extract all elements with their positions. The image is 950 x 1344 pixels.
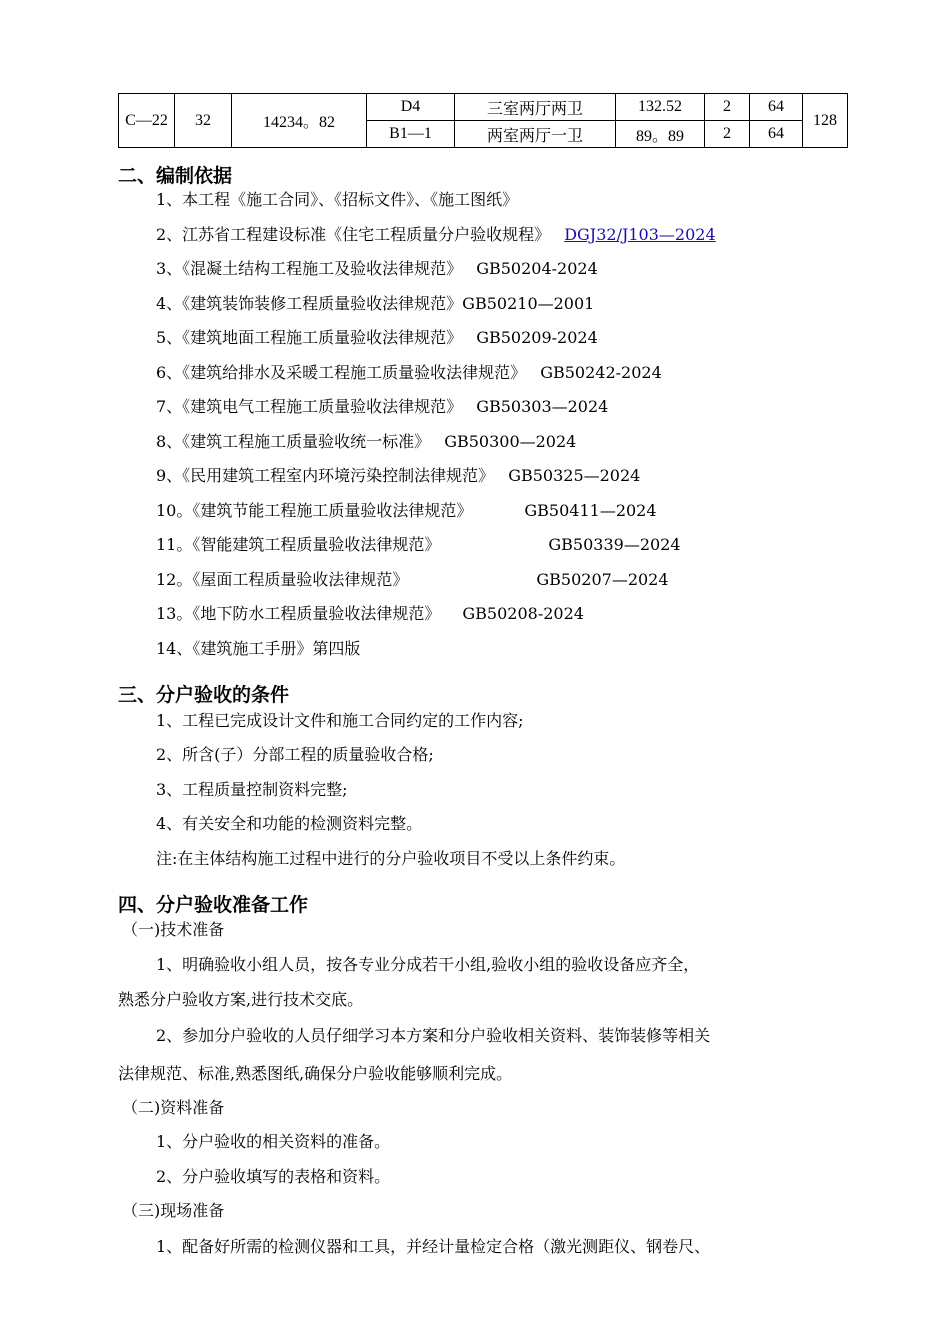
subheading-documents: （二)资料准备: [122, 1098, 225, 1117]
list-item: 4、《建筑装饰装修工程质量验收法律规范》GB50210—2001: [156, 294, 595, 313]
list-item: 5、《建筑地面工程施工质量验收法律规范》 GB50209-2024: [156, 328, 598, 347]
table-cell-count: 32: [175, 94, 232, 148]
list-item: 14、《建筑施工手册》第四版: [156, 639, 361, 658]
table-cell-group: C—22: [119, 94, 175, 148]
table-cell-total: 128: [803, 94, 848, 148]
list-item: 7、《建筑电气工程施工质量验收法律规范》 GB50303—2024: [156, 397, 609, 416]
standard-link[interactable]: DGJ32/J103—2024: [564, 225, 716, 244]
list-item: 10。《建筑节能工程施工质量验收法律规范》 GB50411—2024: [156, 501, 657, 520]
table-row: [119, 94, 848, 121]
table-cell-n: 2: [705, 121, 750, 148]
table-cell-area: 14234。82: [232, 94, 367, 148]
list-item: 13。《地下防水工程质量验收法律规范》 GB50208-2024: [156, 604, 584, 623]
paragraph-line: 1、明确验收小组人员，按各专业分成若干小组,验收小组的验收设备应齐全，: [156, 955, 700, 974]
paragraph-line: 熟悉分户验收方案,进行技术交底。: [118, 990, 364, 1009]
unit-summary-table: [118, 93, 848, 148]
list-item: 3、《混凝土结构工程施工及验收法律规范》 GB50204-2024: [156, 259, 598, 278]
section-heading-conditions: 三、分户验收的条件: [118, 684, 290, 706]
section-heading-preparation: 四、分户验收准备工作: [118, 894, 309, 916]
table-cell-type: B1—1: [367, 121, 455, 148]
table-cell-units: 64: [750, 121, 803, 148]
list-item: 12。《屋面工程质量验收法律规范》 GB50207—2024: [156, 570, 669, 589]
paragraph-line: 法律规范、标准,熟悉图纸,确保分户验收能够顺利完成。: [118, 1064, 513, 1083]
list-item: 8、《建筑工程施工质量验收统一标准》 GB50300—2024: [156, 432, 577, 451]
list-item: 2、分户验收填写的表格和资料。: [156, 1167, 391, 1186]
paragraph-line: 2、参加分户验收的人员仔细学习本方案和分户验收相关资料、装饰装修等相关: [156, 1026, 711, 1045]
list-item: 3、工程质量控制资料完整;: [156, 780, 348, 799]
list-item: 9、《民用建筑工程室内环境污染控制法律规范》 GB50325—2024: [156, 466, 641, 485]
table-cell-size: 132.52: [616, 94, 705, 121]
list-item: 2、江苏省工程建设标准《住宅工程质量分户验收规程》 DGJ32/J103—2024: [156, 225, 716, 244]
table-cell-size: 89。89: [616, 121, 705, 148]
section-heading-basis: 二、编制依据: [118, 165, 233, 187]
paragraph-line: 1、配备好所需的检测仪器和工具，并经计量检定合格（激光测距仪、钢卷尺、: [156, 1237, 711, 1256]
list-item: 1、本工程《施工合同》、《招标文件》、《施工图纸》: [156, 190, 519, 209]
note-text: 注:在主体结构施工过程中进行的分户验收项目不受以上条件约束。: [156, 849, 626, 868]
list-item: 2、所含(子）分部工程的质量验收合格;: [156, 745, 434, 764]
list-item: 11。《智能建筑工程质量验收法律规范》 GB50339—2024: [156, 535, 681, 554]
subheading-site: （三)现场准备: [122, 1201, 225, 1220]
list-item: 6、《建筑给排水及采暖工程施工质量验收法律规范》 GB50242-2024: [156, 363, 662, 382]
list-item: 1、分户验收的相关资料的准备。: [156, 1132, 391, 1151]
list-item: 1、工程已完成设计文件和施工合同约定的工作内容;: [156, 711, 524, 730]
list-item: 4、有关安全和功能的检测资料完整。: [156, 814, 423, 833]
table-cell-layout: 两室两厅一卫: [455, 121, 616, 148]
table-cell-layout: 三室两厅两卫: [455, 94, 616, 121]
table-cell-n: 2: [705, 94, 750, 121]
table-cell-units: 64: [750, 94, 803, 121]
subheading-technical: （一)技术准备: [122, 920, 225, 939]
table-cell-type: D4: [367, 94, 455, 121]
